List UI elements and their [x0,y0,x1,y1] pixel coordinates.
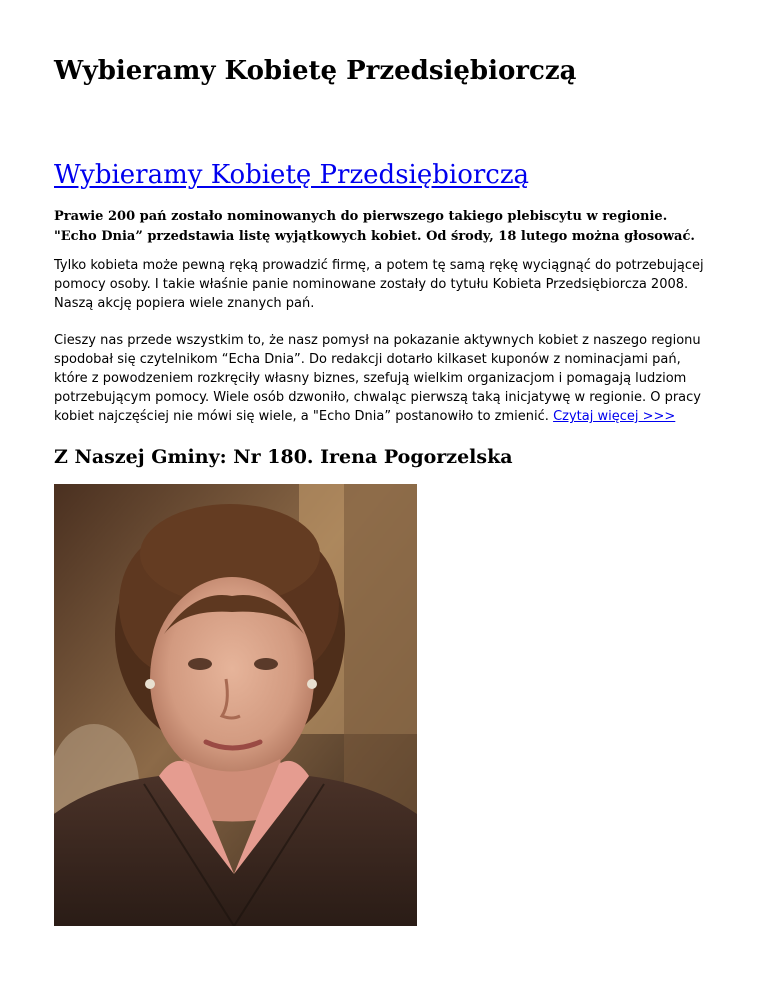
portrait-illustration [54,484,417,926]
article-paragraph-with-link [54,331,714,426]
section-heading: Z Naszej Gminy: Nr 180. Irena Pogorzelska [54,446,513,468]
article-title-link[interactable]: Wybieramy Kobietę Przedsiębiorczą [54,160,530,190]
portrait-photo [54,484,417,926]
article-lead: Prawie 200 pań zostało nominowanych do pierwszego takiego plebiscytu w regionie. "Echo Dnia” przedstawia listę wyjątkowych kobiet. Od środy, 18 lutego można głosować. [54,209,695,244]
document-title: Wybieramy Kobietę Przedsiębiorczą [54,56,577,86]
article-paragraph-text: Cieszy nas przede wszystkim to, że nasz pomysł na pokazanie aktywnych kobiet z naszego regionu spodobał się czytelnikom “Echa Dnia”. Do redakcji dotarło kilkaset kuponów z nominacjami pań, które z powodzeniem rozkręciły własny biznes, szefują wielkim organizacjom i pomagają ludziom potrzebującym pomocy. Wiele osób dzwoniło, chwaląc pierwszą taką inicjatywę w regionie. O pracy kobiet najczęściej nie mówi się wiele, a "Echo Dnia” postanowiło to zmienić. [54,333,701,424]
article-title [54,157,529,193]
article-paragraph: Tylko kobieta może pewną ręką prowadzić firmę, a potem tę samą rękę wyciągnąć do potrzebującej pomocy osoby. I takie właśnie panie nominowane zostały do tytułu Kobieta Przedsiębiorcza 2008. Naszą akcję popiera wiele znanych pań. [54,258,704,311]
read-more-link[interactable]: Czytaj więcej >>> [553,409,676,424]
